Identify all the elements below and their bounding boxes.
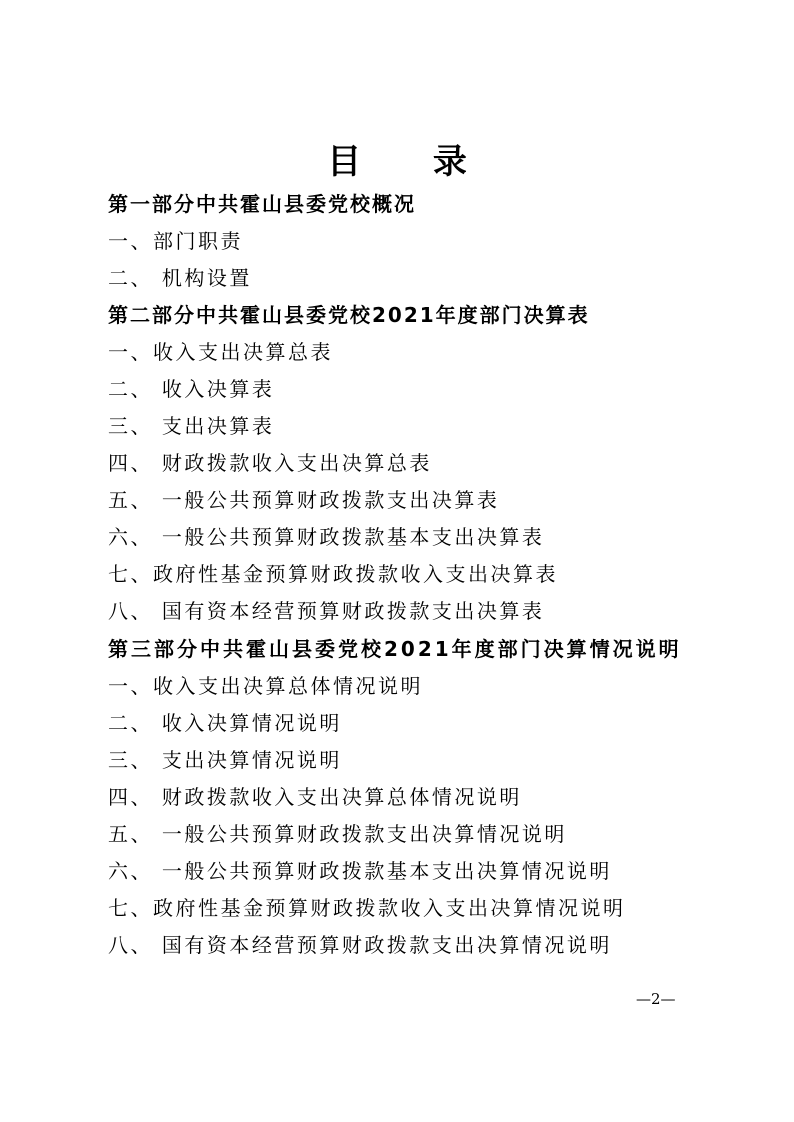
toc-item[interactable]: 八、 国有资本经营预算财政拨款支出决算情况说明: [108, 933, 612, 957]
toc-item[interactable]: 五、 一般公共预算财政拨款支出决算情况说明: [108, 822, 567, 846]
toc-item[interactable]: 一、收入支出决算总体情况说明: [108, 674, 423, 698]
toc-item[interactable]: 四、 财政拨款收入支出决算总表: [108, 451, 432, 475]
toc-section-heading-3[interactable]: 第三部分中共霍山县委党校2021年度部门决算情况说明: [108, 637, 682, 661]
toc-item[interactable]: 三、 支出决算表: [108, 414, 275, 438]
toc-section-heading-1[interactable]: 第一部分中共霍山县委党校概况: [108, 192, 416, 216]
toc-item[interactable]: 一、收入支出决算总表: [108, 340, 333, 364]
toc-item[interactable]: 二、 机构设置: [108, 266, 252, 290]
toc-item[interactable]: 七、政府性基金预算财政拨款收入支出决算表: [108, 562, 558, 586]
toc-item[interactable]: 二、 收入决算表: [108, 377, 275, 401]
toc-item[interactable]: 七、政府性基金预算财政拨款收入支出决算情况说明: [108, 896, 626, 920]
toc-item[interactable]: 一、部门职责: [108, 229, 243, 253]
table-of-contents: [108, 186, 708, 964]
toc-item[interactable]: 八、 国有资本经营预算财政拨款支出决算表: [108, 599, 545, 623]
toc-item[interactable]: 六、 一般公共预算财政拨款基本支出决算表: [108, 525, 545, 549]
toc-item[interactable]: 三、 支出决算情况说明: [108, 748, 342, 772]
page-title: 目 录: [327, 142, 497, 182]
toc-item[interactable]: 四、 财政拨款收入支出决算总体情况说明: [108, 785, 522, 809]
toc-item[interactable]: 五、 一般公共预算财政拨款支出决算表: [108, 488, 500, 512]
toc-item[interactable]: 二、 收入决算情况说明: [108, 711, 342, 735]
toc-section-heading-2[interactable]: 第二部分中共霍山县委党校2021年度部门决算表: [108, 303, 590, 327]
page-number: —2—: [636, 990, 676, 1008]
toc-item[interactable]: 六、 一般公共预算财政拨款基本支出决算情况说明: [108, 859, 612, 883]
